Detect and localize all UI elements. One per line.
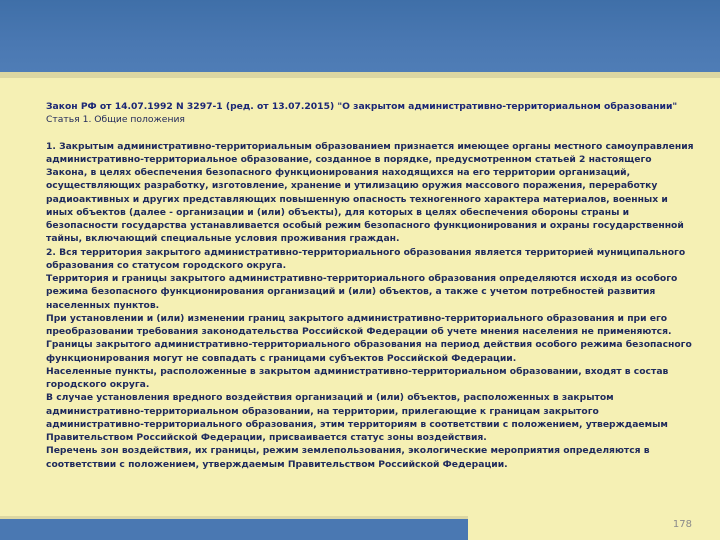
spacer [46,127,696,140]
paragraph: 2. Вся территория закрытого административно-территориального образования является территорией муниципального образования со статусом городского округа. [46,246,686,271]
paragraph: Границы закрытого административно-территориального образования на период действия особого режима безопасного функционирования могут не совпадать с границами субъектов Российской Федерации. [46,339,692,364]
footer-bar [0,519,468,540]
article-heading: Статья 1. Общие положения [46,114,185,126]
paragraph: Территория и границы закрытого административно-территориального образования определяются исходя из особого режима безопасного функционирования организаций и (или) объектов, а также с учетом потребностей развития населенных пунктов. [46,273,678,311]
header-bar-edge [0,72,720,78]
paragraph: Перечень зон воздействия, их границы, режим землепользования, экологические мероприятия определяются в соответствии с положением, утверждаемым Правительством Российской Федерации. [46,445,650,470]
paragraph: При установлении и (или) изменении границ закрытого административно-территориального образования и при его преобразовании требования законодательства Российской Федерации об учете мнения населения не применяются. [46,312,672,337]
paragraph: Населенные пункты, расположенные в закрытом административно-территориальном образовании, входят в состав городского округа. [46,365,669,390]
header-bar [0,0,720,72]
law-title: Закон РФ от 14.07.1992 N 3297-1 (ред. от 13.07.2015) "О закрытом административно-территориальном образовании" [46,101,678,112]
page-number: 178 [672,519,692,530]
document-body [46,100,696,471]
paragraph: В случае установления вредного воздействия организаций и (или) объектов, расположенных в закрытом административно-территориальном образовании, на территории, прилегающие к границам закрытого административно-территориального образования, этим территориям в соответствии с положением, утверждаемым Правительством Российской Федерации, присваивается статус зоны воздействия. [46,392,668,443]
paragraph: 1. Закрытым административно-территориальным образованием признается имеющее органы местного самоуправления административно-территориальное образование, созданное в порядке, предусмотренном статьей 2 настоящего Закона, в целях обеспечения безопасного функционирования находящихся на его территории организаций, осуществляющих разработку, изготовление, хранение и утилизацию оружия массового поражения, переработку радиоактивных и других представляющих повышенную опасность техногенного характера материалов, военных и иных объектов (далее - организации и (или) объекты), для которых в целях обеспечения обороны страны и безопасности государства устанавливается особый режим безопасного функционирования и охраны государственной тайны, включающий специальные условия проживания граждан. [46,140,694,245]
